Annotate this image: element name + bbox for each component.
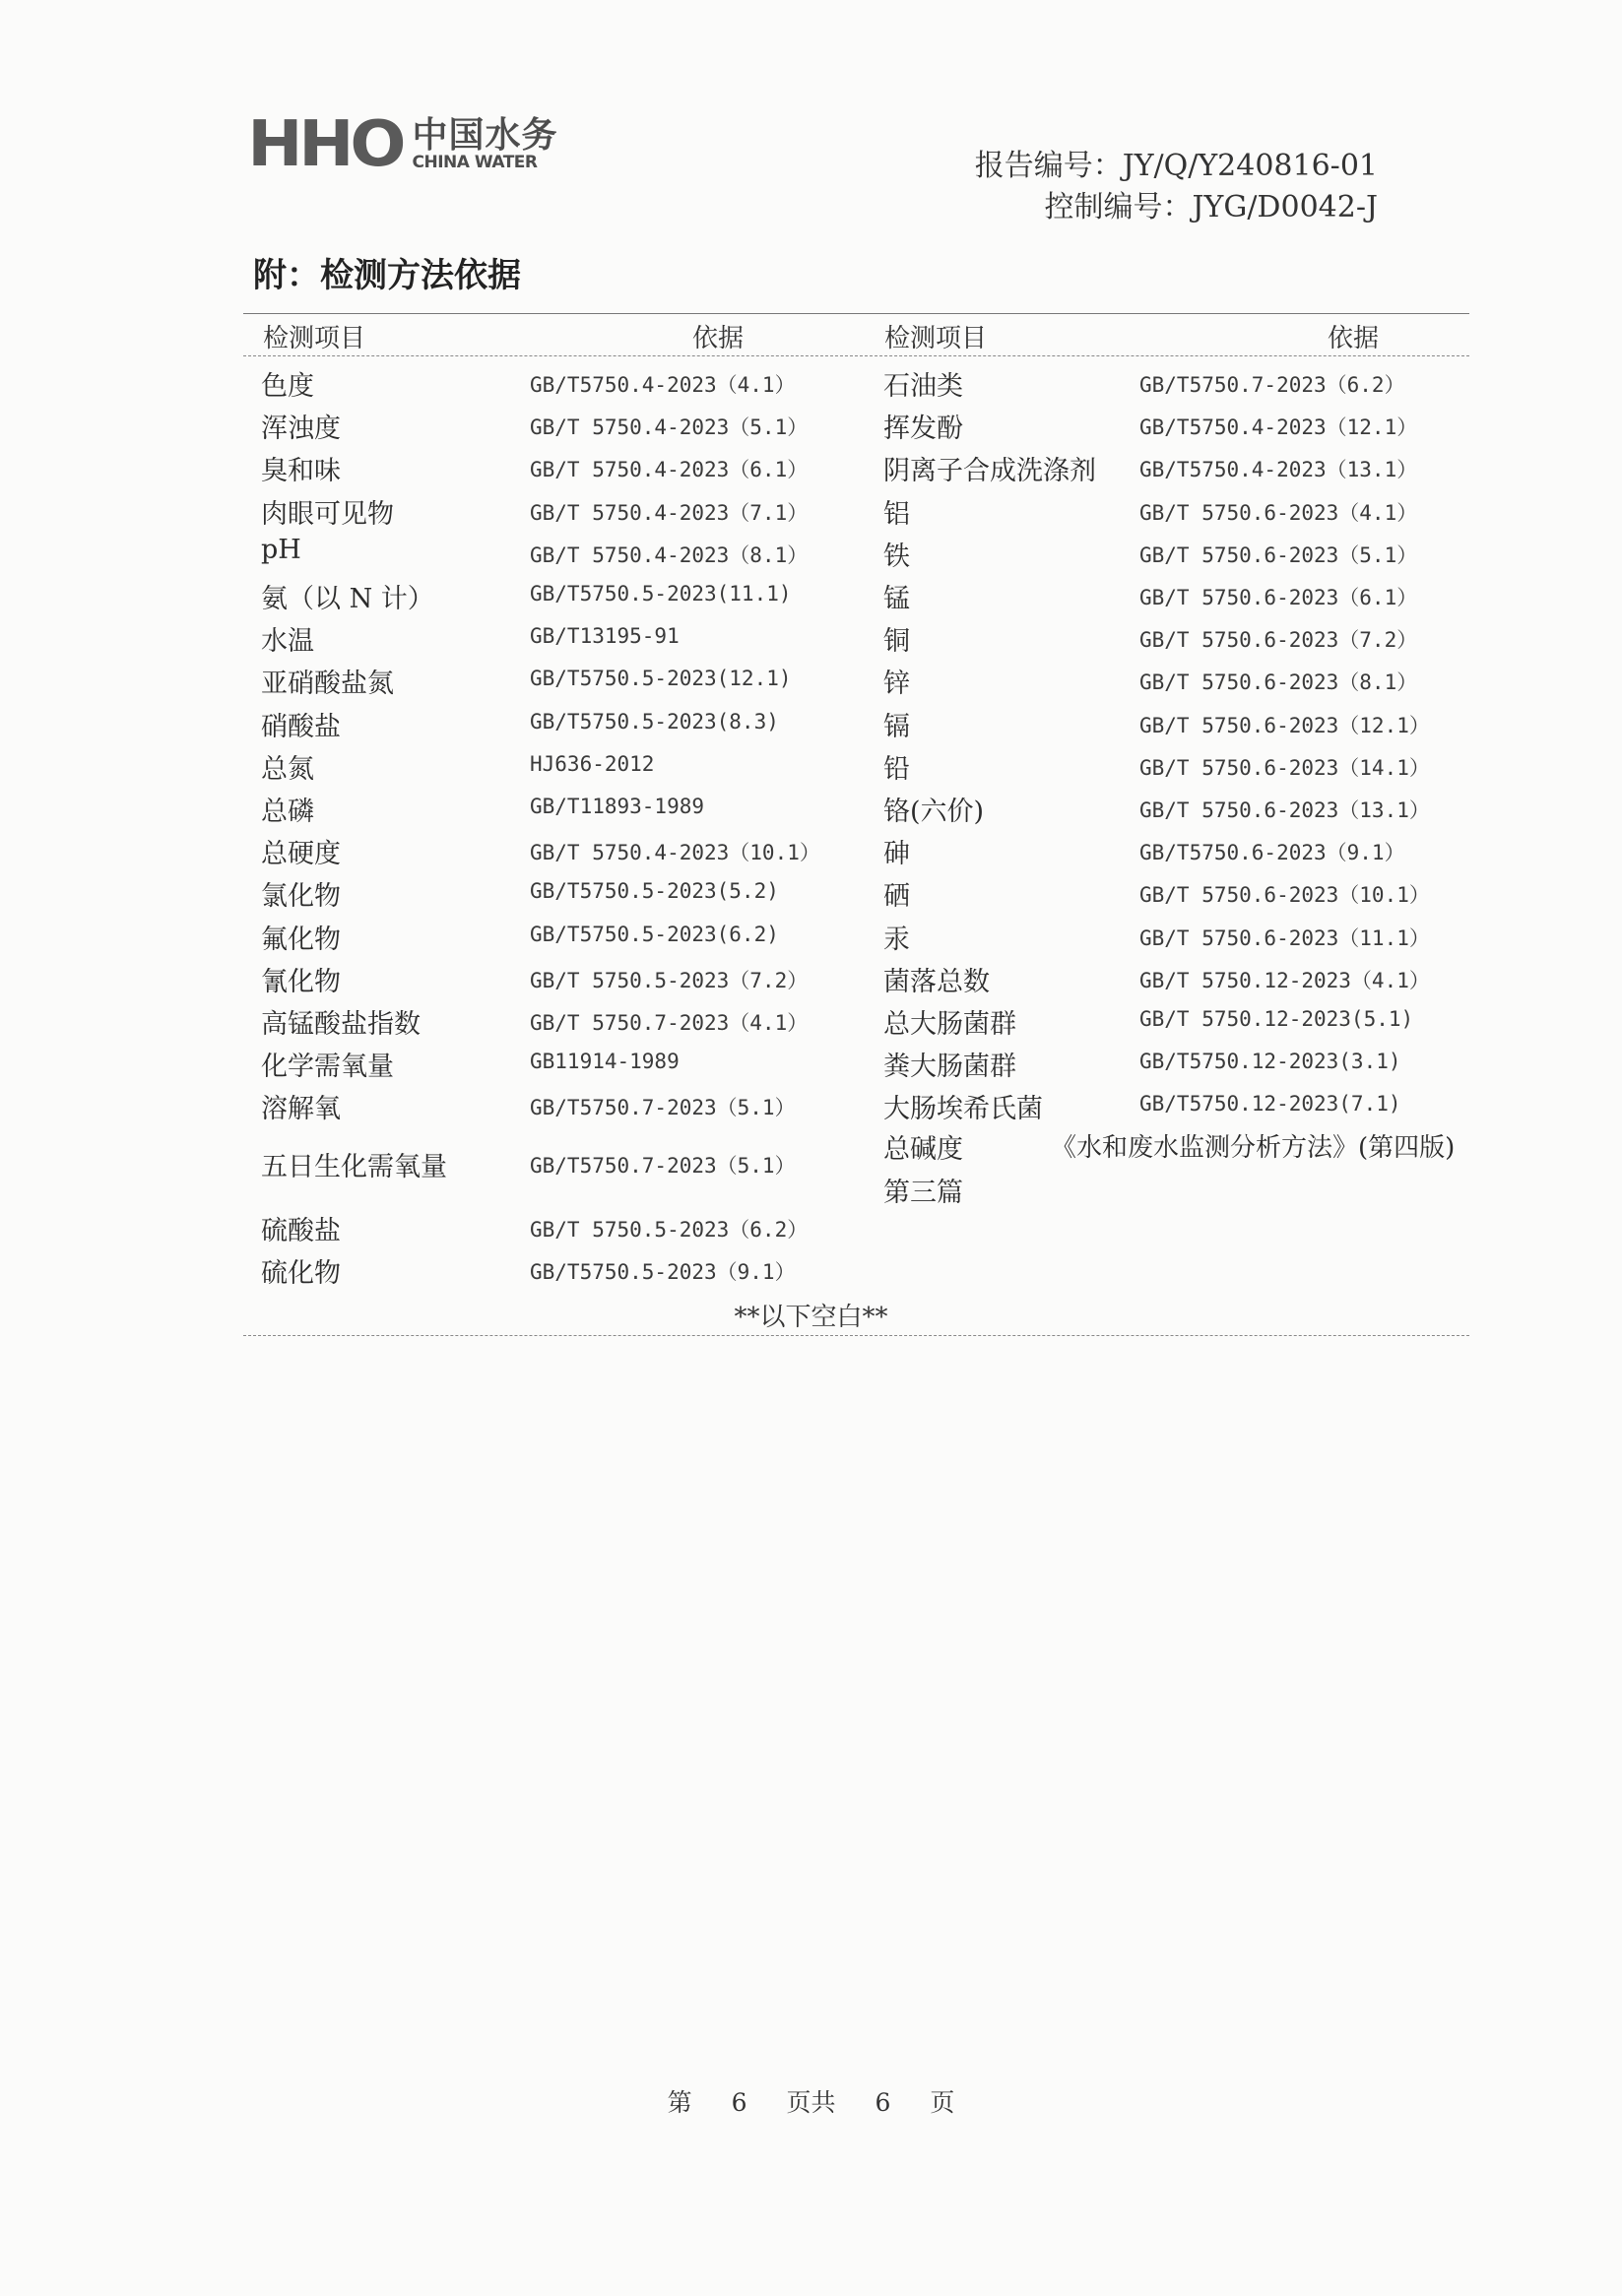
right-item-basis: 《水和废水监测分析方法》(第四版) [1051, 1133, 1456, 1163]
right-item-name: 砷 [883, 839, 910, 870]
control-number: 控制编号：JYG/D0042-J [1044, 190, 1378, 224]
report-number: 报告编号：JY/Q/Y240816-01 [974, 149, 1378, 183]
right-item-basis: GB/T 5750.6-2023（13.1） [1139, 798, 1430, 822]
right-item-basis: GB/T 5750.6-2023（11.1） [1139, 925, 1430, 950]
right-item-name: 铝 [883, 498, 910, 530]
left-item-basis: GB/T5750.5-2023(6.2) [530, 922, 779, 946]
right-item-basis: GB/T 5750.12-2023（4.1） [1139, 968, 1430, 992]
logo-text [412, 114, 558, 172]
logo-mark: HHO [247, 108, 403, 181]
left-item-name: 硫酸盐 [261, 1216, 341, 1246]
right-item-basis: GB/T5750.12-2023(7.1) [1139, 1092, 1401, 1116]
right-item-name: 铜 [883, 626, 910, 658]
left-item-name: pH [261, 534, 301, 565]
left-item-name: 硫化物 [261, 1258, 341, 1289]
left-item-basis: GB/T5750.5-2023(11.1) [530, 582, 792, 606]
left-item-name: 浑浊度 [261, 414, 341, 445]
left-item-name: 化学需氧量 [261, 1052, 394, 1083]
left-item-name: 总硬度 [261, 839, 341, 870]
page-label-1: 第 [667, 2088, 692, 2117]
right-item-name: 铬(六价) [883, 797, 985, 827]
right-item-name: 总碱度 [883, 1134, 963, 1165]
left-item-name: 肉眼可见物 [261, 498, 394, 530]
right-item-name: 汞 [883, 924, 910, 955]
right-item-name: 镉 [883, 711, 910, 742]
left-item-name: 氨（以 N 计） [261, 584, 434, 614]
left-item-basis: GB/T5750.5-2023(5.2) [530, 879, 779, 904]
left-item-name: 总磷 [261, 797, 314, 827]
left-item-name: 氯化物 [261, 881, 341, 913]
right-item-basis: GB/T 5750.6-2023（6.1） [1139, 586, 1418, 609]
header-basis-right: 依据 [1328, 324, 1380, 353]
right-item-name: 铁 [883, 541, 910, 572]
right-item-name: 锌 [883, 669, 910, 700]
left-item-name: 溶解氧 [261, 1094, 341, 1125]
right-item-name: 大肠埃希氏菌 [883, 1094, 1043, 1125]
page-total: 6 [875, 2088, 891, 2117]
left-item-basis: GB/T11893-1989 [530, 795, 705, 818]
report-numbers [975, 146, 1378, 228]
left-item-basis: GB/T 5750.5-2023（6.2） [530, 1218, 809, 1242]
left-item-name: 水温 [261, 626, 314, 658]
right-item-name: 粪大肠菌群 [883, 1052, 1016, 1083]
logo [247, 108, 558, 181]
right-item-basis: GB/T 5750.6-2023（14.1） [1139, 755, 1430, 780]
left-item-basis: GB/T 5750.4-2023（10.1） [530, 841, 820, 865]
left-item-name: 氟化物 [261, 924, 341, 955]
right-item-basis: GB/T5750.4-2023（13.1） [1139, 458, 1418, 482]
left-item-basis: GB/T5750.4-2023（4.1） [530, 373, 796, 397]
left-item-name: 氰化物 [261, 966, 341, 997]
header-item-right: 检测项目 [884, 324, 988, 353]
right-item-basis-continued: 第三篇 [883, 1178, 963, 1208]
right-item-name: 菌落总数 [883, 966, 990, 997]
right-item-basis: GB/T 5750.6-2023（10.1） [1139, 883, 1430, 908]
right-item-name: 阴离子合成洗涤剂 [883, 456, 1096, 487]
page-label-3: 页 [930, 2088, 955, 2117]
left-item-basis: GB/T5750.5-2023（9.1） [530, 1260, 796, 1284]
right-item-basis: GB/T 5750.12-2023(5.1) [1139, 1007, 1414, 1031]
right-item-basis: GB/T5750.6-2023（9.1） [1139, 841, 1405, 865]
logo-english: CHINA WATER [412, 152, 538, 172]
right-item-basis: GB/T5750.7-2023（6.2） [1139, 373, 1405, 397]
left-item-basis: GB/T5750.7-2023（5.1） [530, 1096, 796, 1120]
right-item-basis: GB/T 5750.6-2023（4.1） [1139, 500, 1418, 525]
right-item-name: 石油类 [883, 371, 963, 402]
left-item-basis: GB/T5750.5-2023(12.1) [530, 667, 792, 691]
page-label-2: 页共 [786, 2088, 836, 2117]
left-item-name: 高锰酸盐指数 [261, 1009, 421, 1040]
end-mark: **以下空白** [734, 1303, 888, 1332]
table-bottom-rule [243, 1335, 1469, 1336]
left-item-basis: GB/T 5750.4-2023（5.1） [530, 415, 809, 440]
left-item-basis: GB/T 5750.7-2023（4.1） [530, 1011, 809, 1035]
table-top-rule [243, 313, 1469, 314]
header-bottom-rule [243, 355, 1469, 356]
left-item-basis: GB/T 5750.4-2023（6.1） [530, 458, 809, 482]
left-item-name: 臭和味 [261, 456, 341, 487]
right-item-basis: GB/T 5750.6-2023（12.1） [1139, 713, 1430, 737]
left-item-name: 五日生化需氧量 [261, 1152, 447, 1182]
left-item-basis: HJ636-2012 [530, 751, 655, 776]
right-item-name: 锰 [883, 584, 910, 614]
right-item-basis: GB/T 5750.6-2023（5.1） [1139, 542, 1418, 567]
left-item-name: 色度 [261, 371, 314, 402]
right-item-name: 挥发酚 [883, 414, 963, 445]
left-item-basis: GB/T5750.7-2023（5.1） [530, 1154, 796, 1178]
right-item-name: 铅 [883, 753, 910, 785]
right-item-basis: GB/T 5750.6-2023（7.2） [1139, 628, 1418, 653]
left-item-basis: GB/T5750.5-2023(8.3) [530, 709, 779, 733]
page-current: 6 [731, 2088, 747, 2117]
right-item-basis: GB/T5750.4-2023（12.1） [1139, 415, 1418, 440]
right-item-basis: GB/T5750.12-2023(3.1) [1139, 1050, 1401, 1074]
left-item-basis: GB/T 5750.5-2023（7.2） [530, 968, 809, 992]
left-item-name: 亚硝酸盐氮 [261, 669, 394, 700]
right-item-name: 硒 [883, 881, 910, 913]
header-basis-left: 依据 [692, 324, 745, 353]
left-item-name: 总氮 [261, 753, 314, 785]
right-item-basis: GB/T 5750.6-2023（8.1） [1139, 670, 1418, 695]
left-item-basis: GB11914-1989 [530, 1050, 680, 1074]
left-item-basis: GB/T 5750.4-2023（8.1） [530, 542, 809, 567]
header-item-left: 检测项目 [263, 324, 366, 353]
logo-chinese: 中国水务 [412, 114, 558, 156]
left-item-name: 硝酸盐 [261, 711, 341, 742]
left-item-basis: GB/T 5750.4-2023（7.1） [530, 500, 809, 525]
right-item-name: 总大肠菌群 [883, 1009, 1016, 1040]
page-footer [0, 2083, 1622, 2119]
left-item-basis: GB/T13195-91 [530, 624, 680, 649]
page-title: 附：检测方法依据 [253, 256, 521, 295]
